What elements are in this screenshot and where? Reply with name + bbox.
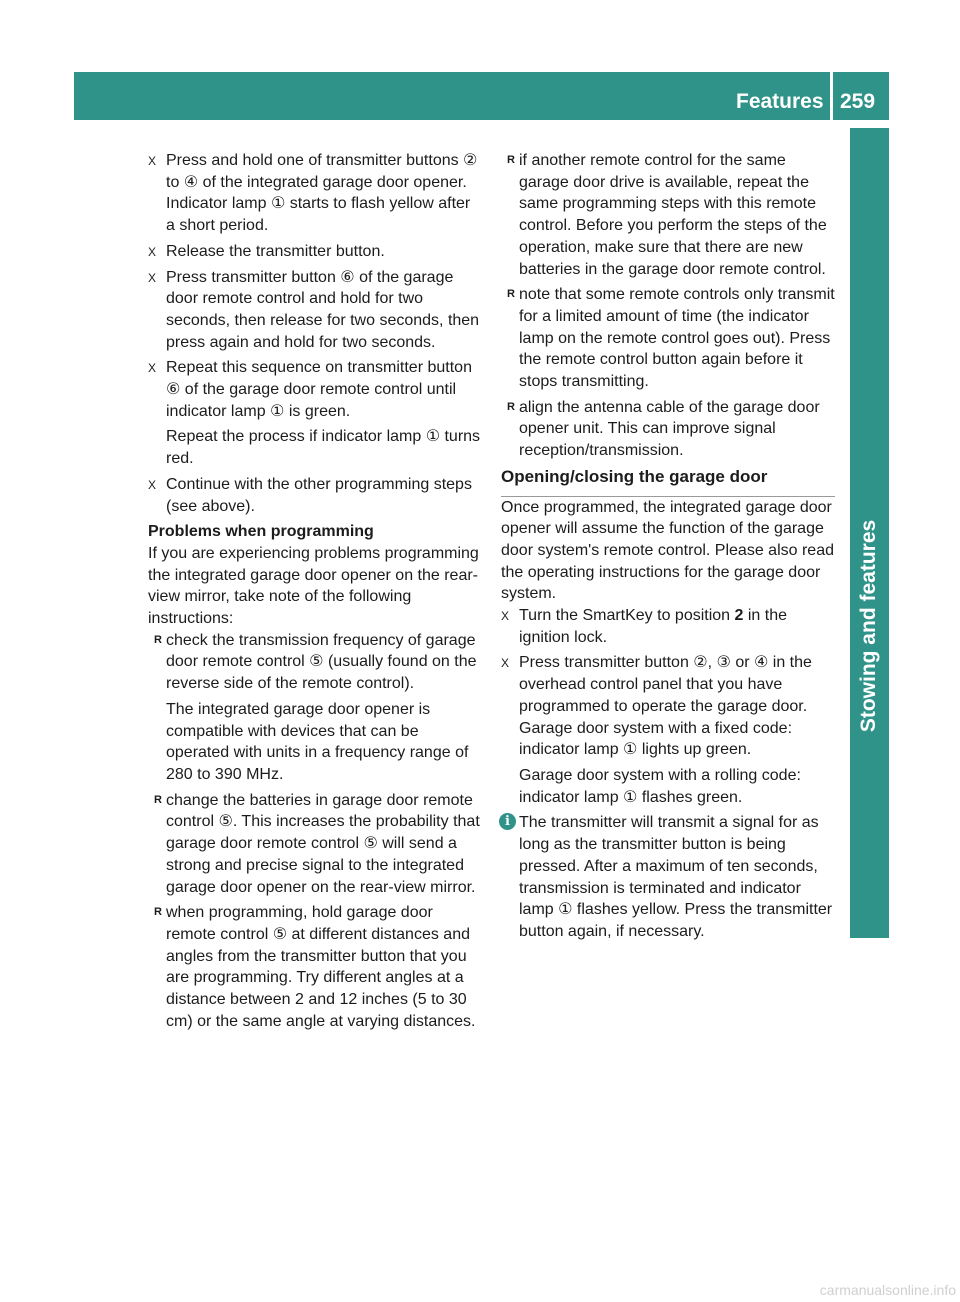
instruction-step <box>148 150 482 237</box>
page-number: 259 <box>840 90 876 113</box>
instruction-step <box>148 241 482 263</box>
step-text: Press transmitter button ②, ③ or ④ in the overhead control panel that you have programmed to operate the garage door. Garage door system with a fixed code: indicator lamp ① lights up green. <box>519 654 812 759</box>
section-intro: Once programmed, the integrated garage door opener will assume the function of the garage door system's remote control. Please also read the operating instructions for the garage door system. <box>501 498 834 603</box>
step-arrow-icon: X <box>148 477 157 492</box>
instruction-step <box>148 474 482 517</box>
instruction-step <box>148 267 482 354</box>
problems-heading: Problems when programming <box>148 523 374 541</box>
side-tab-label: Stowing and features <box>857 519 880 733</box>
watermark-link[interactable]: carmanualsonline.info <box>819 1282 956 1298</box>
step-text-bold: 2 <box>734 607 744 625</box>
bullet-text: note that some remote controls only transmit for a limited amount of time (the indicator lamp on the remote control goes out). Press the remote control button again before it stops transmitting. <box>519 286 835 391</box>
instruction-step <box>501 605 835 648</box>
step-text-before: Turn the SmartKey to position <box>519 607 735 625</box>
step-arrow-icon: X <box>148 270 157 285</box>
left-column <box>148 150 482 1036</box>
note-text: The transmitter will transmit a signal for as long as the transmitter button is being pressed. After a maximum of ten seconds, transmission is terminated and indicator lamp ① flashes yellow. Press the transmitter button again, if necessary. <box>519 814 833 940</box>
section-title-header: Features <box>736 90 824 113</box>
step-arrow-icon: X <box>148 361 157 376</box>
info-note <box>501 812 835 942</box>
bullet-text: change the batteries in garage door remote control ⑤. This increases the probability that garage door remote control ⑤ will send a strong and precise signal to the integrated garage door opener on the rear-view mirror. <box>166 791 480 896</box>
step-arrow-icon: X <box>148 244 157 259</box>
bullet-text: if another remote control for the same garage door drive is available, repeat the same programming steps with this remote control. Before you perform the steps of the operation, make sure that there are new batteries in the garage door remote control. <box>519 152 827 278</box>
instruction-step <box>148 357 482 470</box>
bullet-item <box>501 397 835 462</box>
step-text: Release the transmitter button. <box>166 242 385 260</box>
bullet-item <box>148 902 482 1032</box>
bullet-icon: R <box>507 400 515 413</box>
step-arrow-icon: X <box>501 609 510 624</box>
step-text <box>519 605 835 648</box>
problems-intro: If you are experiencing problems programming the integrated garage door opener on the rear-view mirror, take note of the following instructions: <box>148 544 479 628</box>
bullet-item <box>148 790 482 899</box>
info-icon: i <box>499 813 516 830</box>
bullet-icon: R <box>507 288 515 301</box>
step-note: Garage door system with a rolling code: indicator lamp ① flashes green. <box>519 766 801 806</box>
step-text: Continue with the other programming steps (see above). <box>166 475 472 515</box>
step-text: Repeat this sequence on transmitter button ⑥ of the garage door remote control until indicator lamp ① is green. <box>166 359 472 420</box>
bullet-icon: R <box>154 793 162 806</box>
bullet-text: align the antenna cable of the garage door opener unit. This can improve signal reception/transmission. <box>519 398 820 460</box>
bullet-icon: R <box>154 633 162 646</box>
bullet-item <box>501 150 835 280</box>
step-arrow-icon: X <box>501 656 510 671</box>
step-note: Indicator lamp ① starts to flash yellow after a short period. <box>166 195 471 235</box>
bullet-item <box>501 284 835 393</box>
step-text: Press transmitter button ⑥ of the garage door remote control and hold for two seconds, then release for two seconds, then press again and hold for two seconds. <box>166 268 480 351</box>
bullet-item <box>148 630 482 786</box>
header-separator <box>830 72 833 120</box>
step-note: Repeat the process if indicator lamp ① turns red. <box>166 428 481 468</box>
step-text: Press and hold one of transmitter buttons ② to ④ of the integrated garage door opener. <box>166 152 478 191</box>
step-text-after: in the ignition lock. <box>519 607 788 646</box>
bullet-icon: R <box>507 154 515 166</box>
instruction-step <box>501 652 835 808</box>
right-column <box>501 150 835 947</box>
section-heading: Opening/closing the garage door <box>501 466 835 497</box>
bullet-text: check the transmission frequency of garage door remote control ⑤ (usually found on the reverse side of the remote control). <box>166 631 477 693</box>
bullet-note: The integrated garage door opener is compatible with devices that can be operated with units in a frequency range of 280 to 390 MHz. <box>166 700 469 783</box>
bullet-text: when programming, hold garage door remote control ⑤ at different distances and angles from the transmitter button that you are programming. Try different angles at a distance between 2 and 12 inches (5 to 30 cm) or the same angle at varying distances. <box>166 904 476 1030</box>
bullet-icon: R <box>154 906 162 919</box>
step-arrow-icon: X <box>148 154 157 168</box>
